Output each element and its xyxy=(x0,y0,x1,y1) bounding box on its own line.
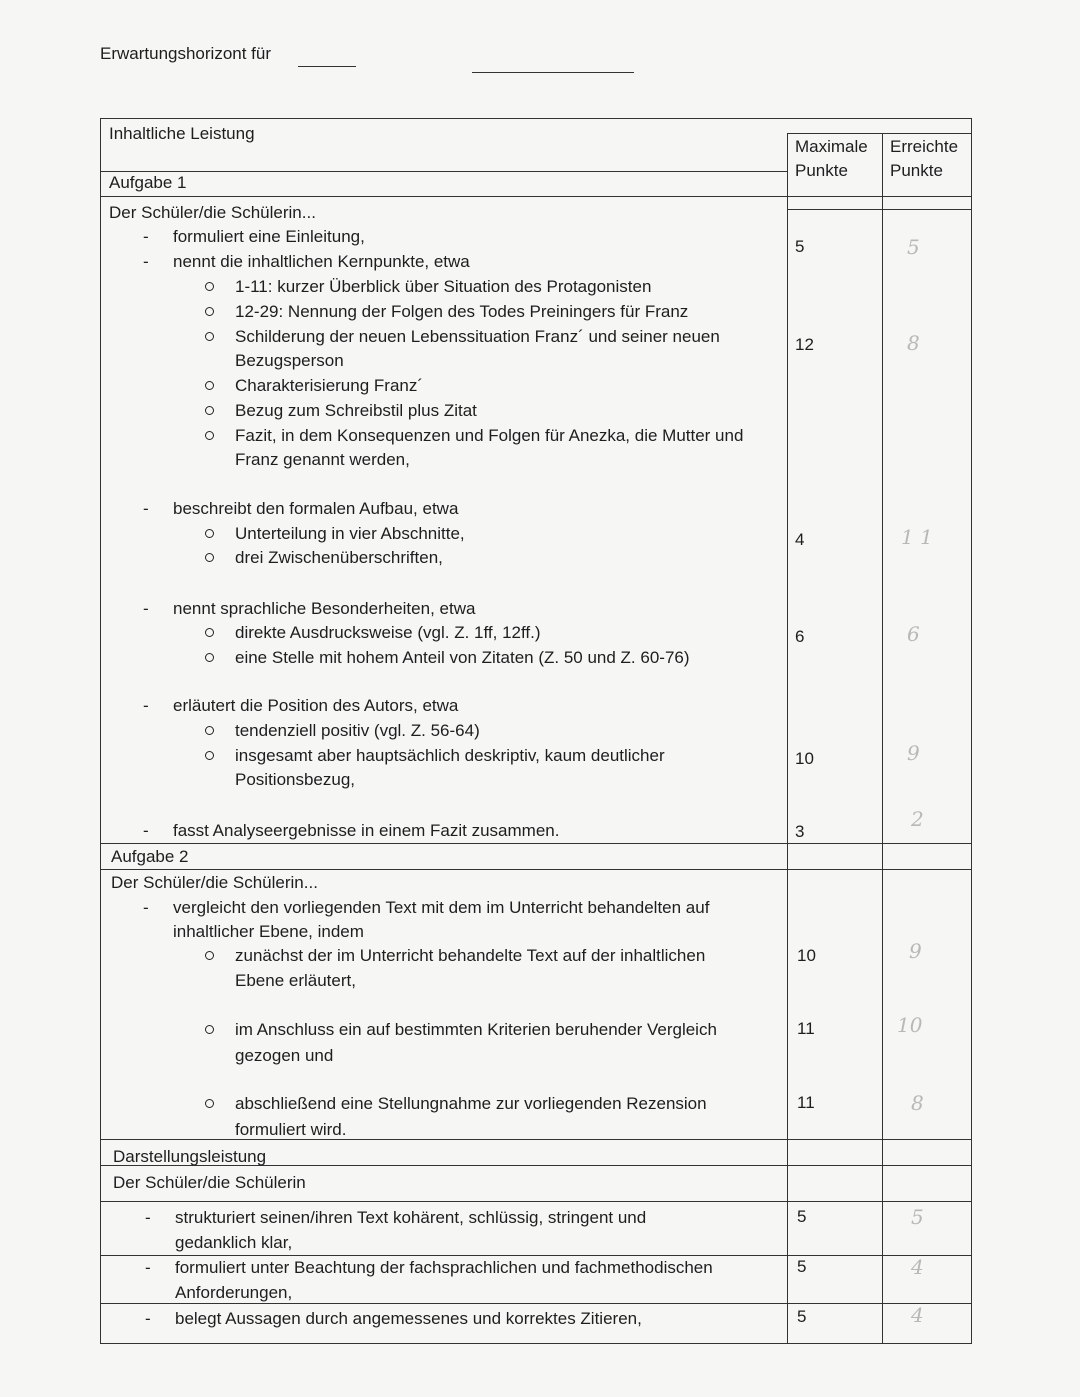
criterion: vergleicht den vorliegenden Text mit dem im Unterricht behandelten auf xyxy=(173,898,710,917)
row-rule xyxy=(787,209,971,210)
sub-criterion: gezogen und xyxy=(235,1046,334,1065)
task2-intro: Der Schüler/die Schülerin... xyxy=(111,873,318,892)
bullet-dash: - xyxy=(143,499,149,518)
bullet-dash: - xyxy=(143,227,149,246)
sub-criterion: Unterteilung in vier Abschnitte, xyxy=(235,524,465,543)
criterion: nennt die inhaltlichen Kernpunkte, etwa xyxy=(173,252,470,271)
criterion: Anforderungen, xyxy=(175,1283,293,1302)
criterion: inhaltlicher Ebene, indem xyxy=(173,922,364,941)
criterion: gedanklich klar, xyxy=(175,1233,293,1252)
sub-criterion: im Anschluss ein auf bestimmten Kriterien beruhender Vergleich xyxy=(235,1020,717,1039)
column-header-achieved: Erreichte xyxy=(890,137,959,156)
sub-criterion: Fazit, in dem Konsequenzen und Folgen für Anezka, die Mutter und xyxy=(235,426,744,445)
sub-criterion: zunächst der im Unterricht behandelte Text auf der inhaltlichen xyxy=(235,946,706,965)
document-title: Erwartungshorizont für xyxy=(100,44,272,63)
achieved-points: 4 xyxy=(911,1255,924,1279)
sub-criterion: drei Zwischenüberschriften, xyxy=(235,548,443,567)
achieved-points: 9 xyxy=(909,939,922,963)
bullet-circle xyxy=(205,653,214,662)
max-points: 5 xyxy=(795,237,805,256)
sub-criterion: direkte Ausdrucksweise (vgl. Z. 1ff, 12ff.) xyxy=(235,623,541,642)
task1-title: Aufgabe 1 xyxy=(109,173,187,192)
sub-criterion: 1-11: kurzer Überblick über Situation des Protagonisten xyxy=(235,277,652,296)
sub-criterion: formuliert wird. xyxy=(235,1120,347,1139)
max-points: 6 xyxy=(795,627,805,646)
max-points: 5 xyxy=(797,1207,807,1226)
bullet-circle xyxy=(205,726,214,735)
task2-title: Aufgabe 2 xyxy=(111,847,189,866)
presentation-title: Darstellungsleistung xyxy=(113,1147,267,1166)
column-divider-achieved xyxy=(882,133,883,1343)
achieved-points: 2 xyxy=(911,807,924,831)
presentation-intro: Der Schüler/die Schülerin xyxy=(113,1173,306,1192)
max-points: 4 xyxy=(795,530,805,549)
achieved-points: 10 xyxy=(897,1013,923,1037)
subject-blank-line xyxy=(472,72,634,73)
bullet-circle xyxy=(205,307,214,316)
criterion: strukturiert seinen/ihren Text kohärent, schlüssig, stringent und xyxy=(175,1208,647,1227)
task1-intro: Der Schüler/die Schülerin... xyxy=(109,203,316,222)
criterion: nennt sprachliche Besonderheiten, etwa xyxy=(173,599,476,618)
achieved-points: 8 xyxy=(911,1091,924,1115)
column-header-max: Punkte xyxy=(795,161,848,180)
criterion: belegt Aussagen durch angemessenes und korrektes Zitieren, xyxy=(175,1309,642,1328)
bullet-dash: - xyxy=(145,1309,151,1328)
bullet-circle xyxy=(205,751,214,760)
bullet-circle xyxy=(205,628,214,637)
achieved-points: 1 1 xyxy=(901,525,933,549)
criterion: erläutert die Position des Autors, etwa xyxy=(173,696,459,715)
sub-criterion: 12-29: Nennung der Folgen des Todes Preiningers für Franz xyxy=(235,302,689,321)
bullet-circle xyxy=(205,951,214,960)
column-header-max: Maximale xyxy=(795,137,868,156)
sub-criterion: insgesamt aber hauptsächlich deskriptiv, kaum deutlicher xyxy=(235,746,665,765)
bullet-circle xyxy=(205,282,214,291)
max-points: 5 xyxy=(797,1257,807,1276)
bullet-circle xyxy=(205,1099,214,1108)
max-points: 3 xyxy=(795,822,805,841)
row-rule xyxy=(101,1139,971,1140)
bullet-circle xyxy=(205,332,214,341)
max-points: 11 xyxy=(797,1019,815,1038)
grading-table xyxy=(100,118,972,1344)
bullet-circle xyxy=(205,431,214,440)
row-rule xyxy=(101,869,971,870)
achieved-points: 9 xyxy=(907,741,920,765)
column-divider-max xyxy=(787,133,788,1343)
sub-criterion: Bezugsperson xyxy=(235,351,344,370)
bullet-dash: - xyxy=(145,1258,151,1277)
bullet-dash: - xyxy=(143,599,149,618)
sub-criterion: Franz genannt werden, xyxy=(235,450,410,469)
bullet-circle xyxy=(205,1025,214,1034)
criterion: beschreibt den formalen Aufbau, etwa xyxy=(173,499,459,518)
criterion: formuliert unter Beachtung der fachsprachlichen und fachmethodischen xyxy=(175,1258,713,1277)
sub-criterion: Charakterisierung Franz´ xyxy=(235,376,424,395)
column-header-achieved: Punkte xyxy=(890,161,943,180)
sub-criterion: eine Stelle mit hohem Anteil von Zitaten (Z. 50 und Z. 60-76) xyxy=(235,648,690,667)
max-points: 5 xyxy=(797,1307,807,1326)
row-rule xyxy=(101,843,971,844)
achieved-points: 6 xyxy=(907,622,920,646)
row-rule xyxy=(101,171,787,172)
sub-criterion: Positionsbezug, xyxy=(235,770,356,789)
sub-criterion: Schilderung der neuen Lebenssituation Franz´ und seiner neuen xyxy=(235,327,720,346)
achieved-points: 5 xyxy=(907,235,920,259)
name-blank-line xyxy=(298,66,356,67)
bullet-circle xyxy=(205,529,214,538)
bullet-dash: - xyxy=(143,821,149,840)
achieved-points: 8 xyxy=(907,331,920,355)
max-points: 12 xyxy=(795,335,814,354)
row-rule xyxy=(101,196,971,197)
bullet-dash: - xyxy=(143,252,149,271)
bullet-circle xyxy=(205,381,214,390)
max-points: 11 xyxy=(797,1093,815,1112)
criterion: formuliert eine Einleitung, xyxy=(173,227,365,246)
criterion: fasst Analyseergebnisse in einem Fazit zusammen. xyxy=(173,821,560,840)
bullet-circle xyxy=(205,553,214,562)
achieved-points: 5 xyxy=(911,1205,924,1229)
bullet-circle xyxy=(205,406,214,415)
max-points: 10 xyxy=(797,946,816,965)
sub-criterion: Ebene erläutert, xyxy=(235,971,356,990)
sub-criterion: Bezug zum Schreibstil plus Zitat xyxy=(235,401,477,420)
bullet-dash: - xyxy=(145,1208,151,1227)
achieved-points: 4 xyxy=(911,1303,924,1327)
bullet-dash: - xyxy=(143,898,149,917)
bullet-dash: - xyxy=(143,696,149,715)
sub-criterion: abschließend eine Stellungnahme zur vorliegenden Rezension xyxy=(235,1094,707,1113)
max-points: 10 xyxy=(795,749,814,768)
sub-criterion: tendenziell positiv (vgl. Z. 56-64) xyxy=(235,721,480,740)
section-title-content: Inhaltliche Leistung xyxy=(109,124,255,143)
row-rule xyxy=(101,1201,971,1202)
row-rule xyxy=(787,133,971,134)
